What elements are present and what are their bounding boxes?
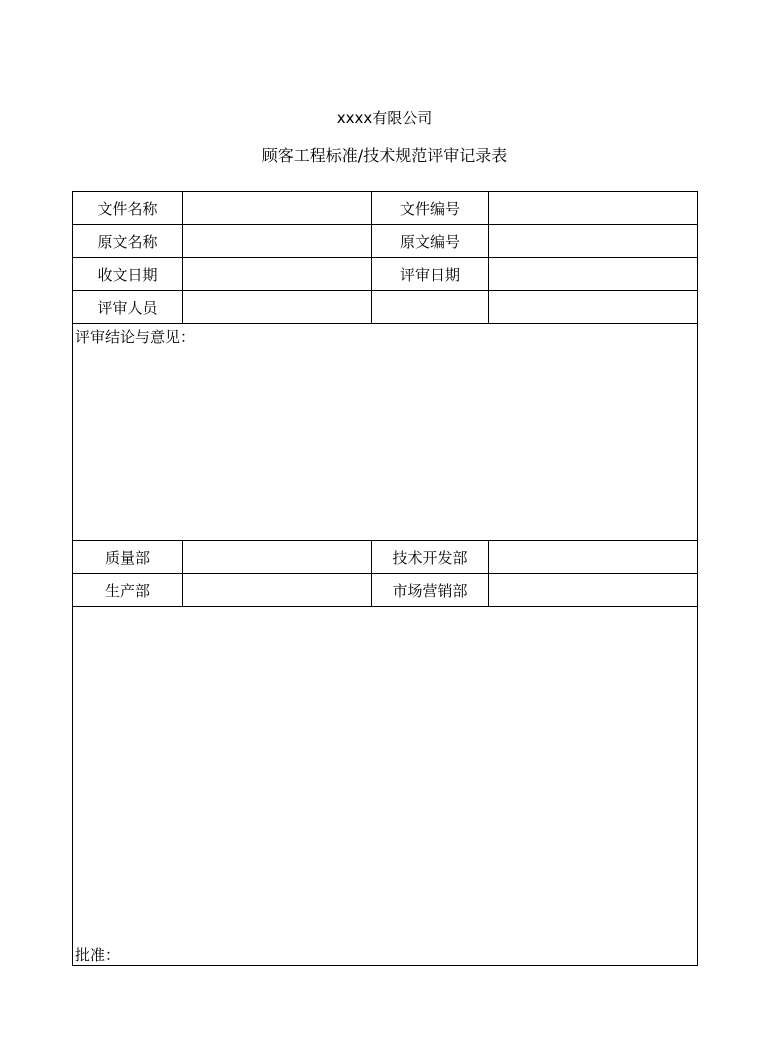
table-row <box>73 291 698 324</box>
original-name-field[interactable] <box>183 225 372 258</box>
reviewers-field-3[interactable] <box>489 291 698 324</box>
review-conclusion-label: 评审结论与意见： <box>75 328 196 346</box>
document-title: 顾客工程标准/技术规范评审记录表 <box>261 146 508 165</box>
table-row <box>73 541 698 574</box>
review-record-table <box>72 191 698 966</box>
reviewers-field[interactable] <box>183 291 372 324</box>
approval-area[interactable] <box>73 607 698 966</box>
tech-dev-dept-label: 技术开发部 <box>372 541 489 574</box>
file-number-field[interactable] <box>489 192 698 225</box>
quality-dept-field[interactable] <box>183 541 372 574</box>
file-name-field[interactable] <box>183 192 372 225</box>
company-name: xxxx有限公司 <box>336 109 433 127</box>
receipt-date-field[interactable] <box>183 258 372 291</box>
production-dept-label: 生产部 <box>73 574 183 607</box>
table-row <box>73 258 698 291</box>
table-row <box>73 324 698 541</box>
marketing-dept-label: 市场营销部 <box>372 574 489 607</box>
quality-dept-label: 质量部 <box>73 541 183 574</box>
original-name-label: 原文名称 <box>73 225 183 258</box>
production-dept-field[interactable] <box>183 574 372 607</box>
table-row <box>73 607 698 966</box>
reviewers-label: 评审人员 <box>73 291 183 324</box>
approval-label: 批准： <box>75 946 121 964</box>
receipt-date-label: 收文日期 <box>73 258 183 291</box>
original-number-field[interactable] <box>489 225 698 258</box>
table-row <box>73 574 698 607</box>
marketing-dept-field[interactable] <box>489 574 698 607</box>
tech-dev-dept-field[interactable] <box>489 541 698 574</box>
review-date-label: 评审日期 <box>372 258 489 291</box>
original-number-label: 原文编号 <box>372 225 489 258</box>
review-date-field[interactable] <box>489 258 698 291</box>
file-number-label: 文件编号 <box>372 192 489 225</box>
table-row <box>73 192 698 225</box>
file-name-label: 文件名称 <box>73 192 183 225</box>
review-conclusion-area[interactable] <box>73 324 698 541</box>
reviewers-field-2[interactable] <box>372 291 489 324</box>
table-row <box>73 225 698 258</box>
